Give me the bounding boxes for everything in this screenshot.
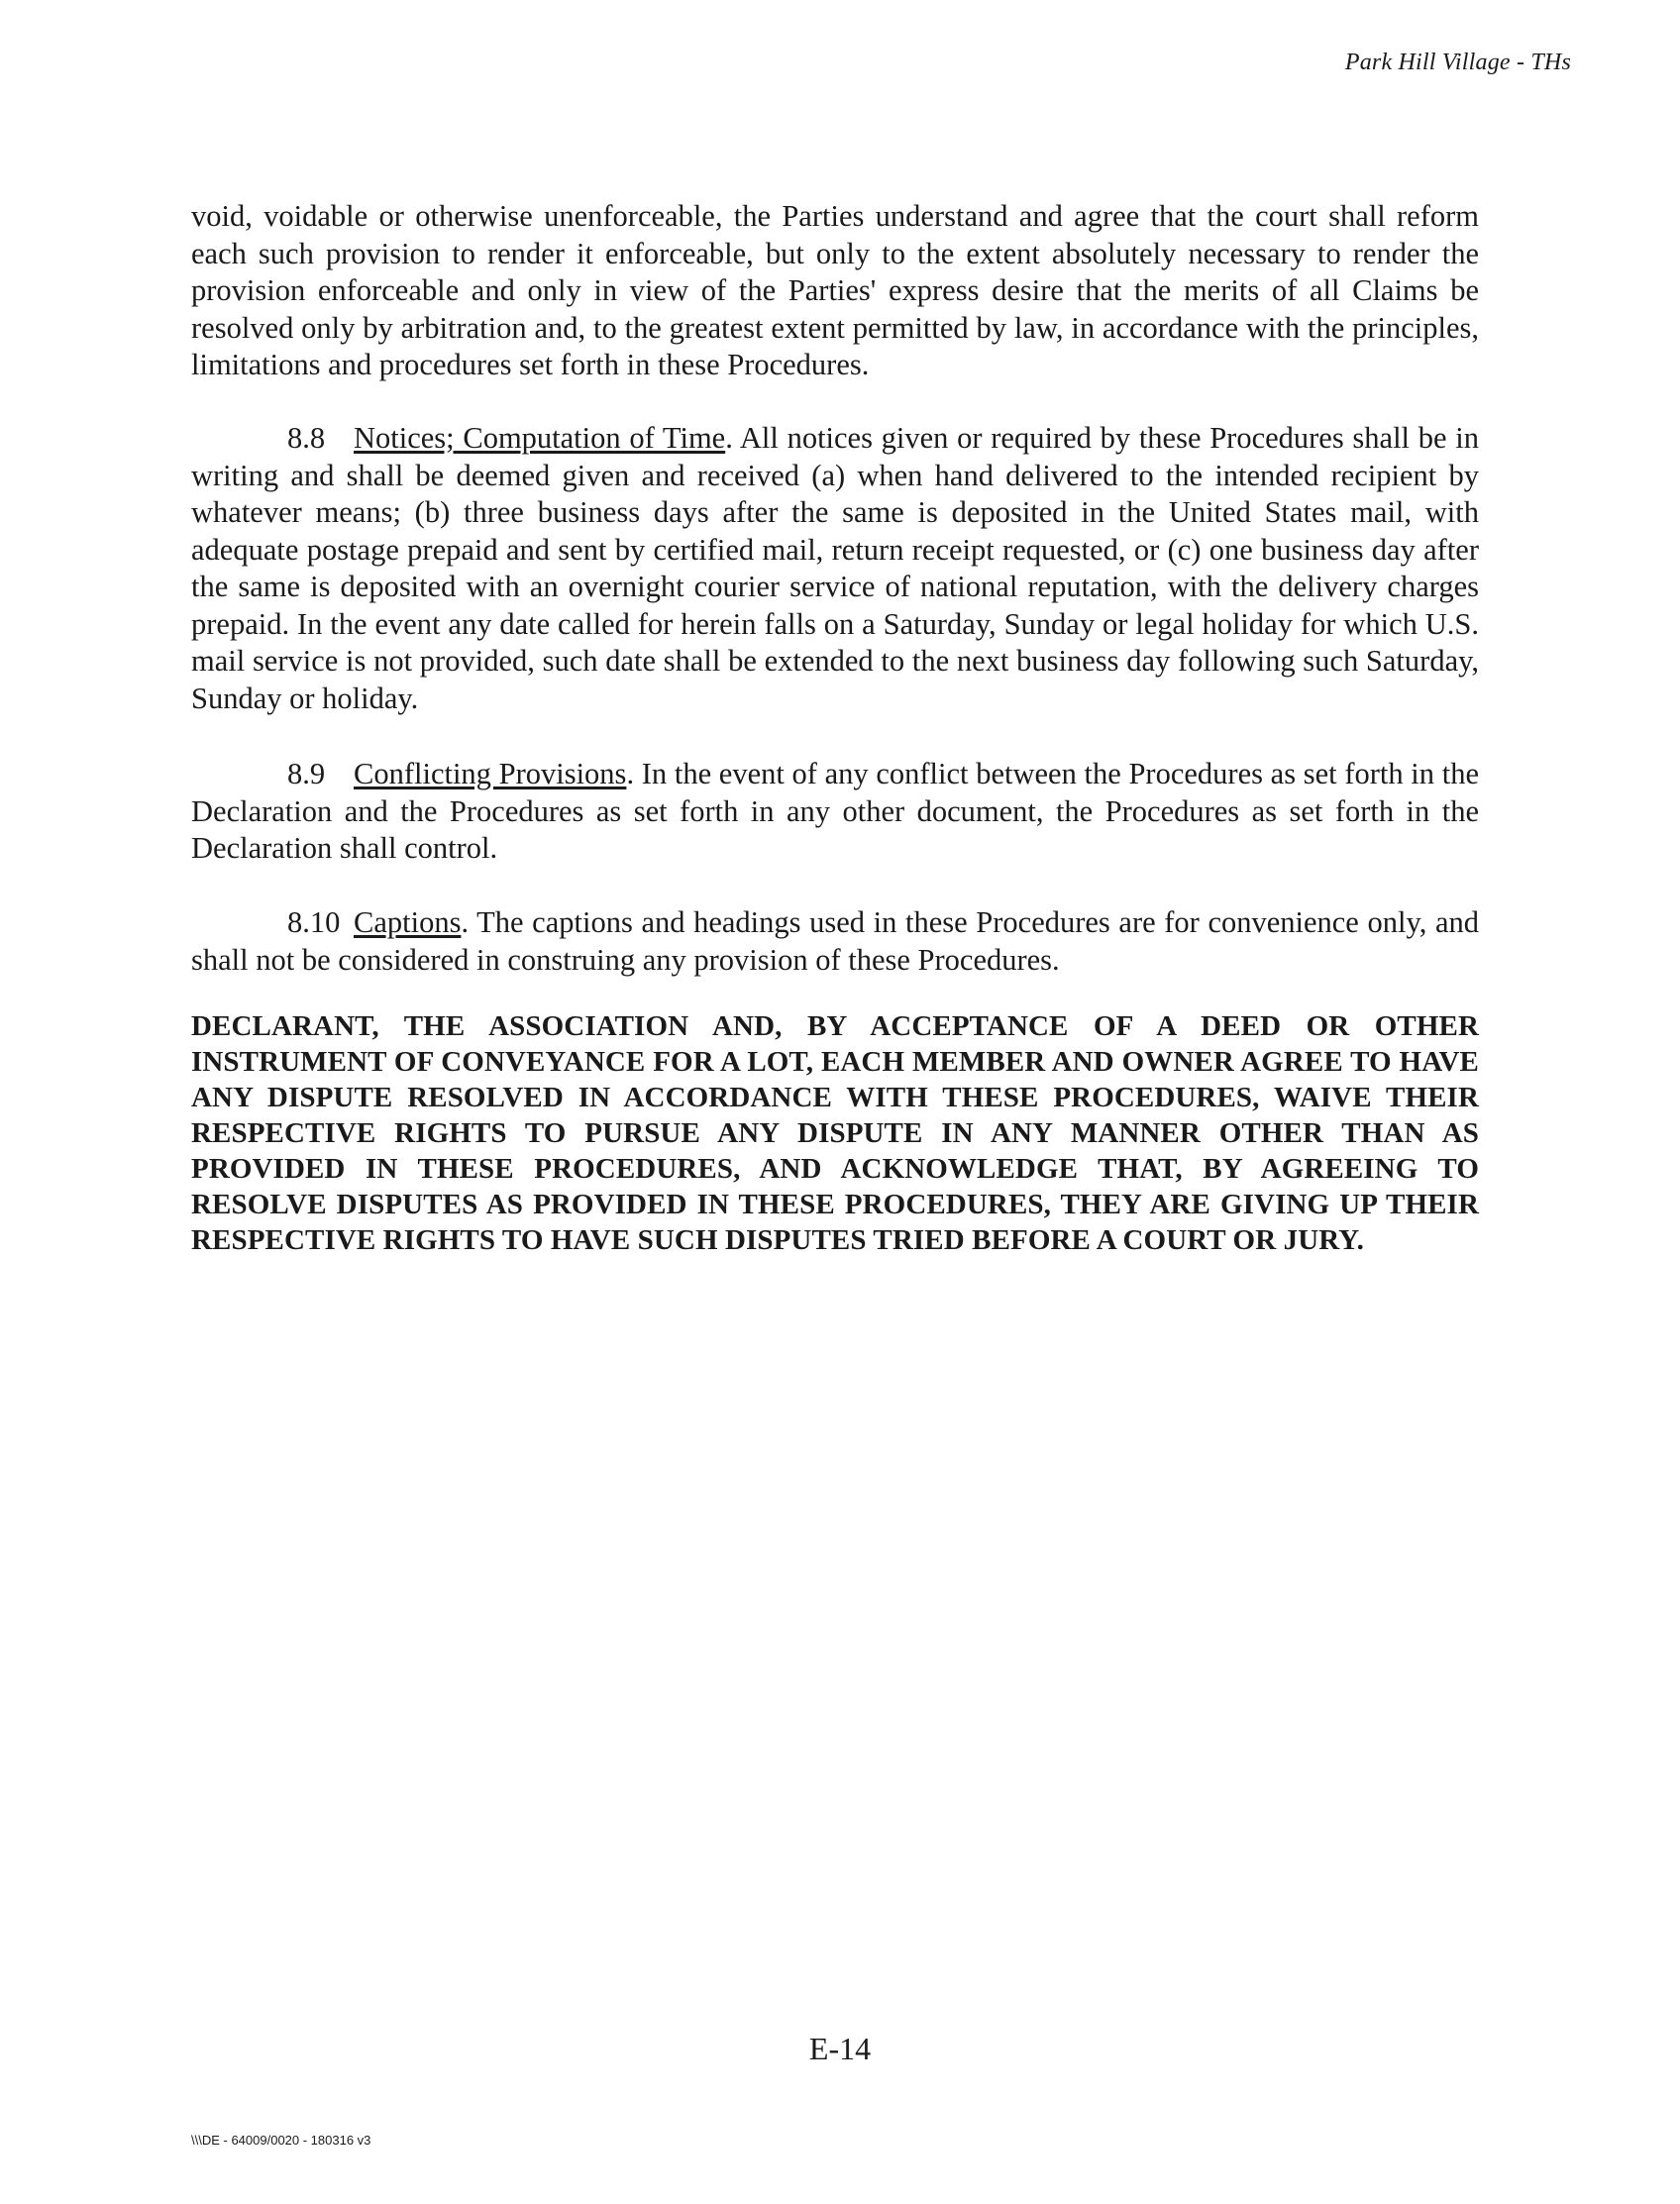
paragraph-continued: void, voidable or otherwise unenforceable, the Parties understand and agree that the court shall reform each such provision to render it enforceable, but only to the extent absolutely necessary to render the provision enforceable and only in view of the Parties' express desire that the merits of all Claims be resolved only by arbitration and, to the greatest extent permitted by law, in accordance with the principles, limitations and procedures set forth in these Procedures. — [191, 199, 1479, 381]
document-code: \\\DE - 64009/0020 - 180316 v3 — [191, 2133, 371, 2148]
running-header: Park Hill Village - THs — [1344, 50, 1571, 75]
section-text: . In the event of any conflict between the Procedures as set forth in the Declaration and the Procedures as set forth in any other document, the Procedures as set forth in the Declaration shall control. — [191, 757, 1479, 865]
section-number: 8.10 — [287, 905, 341, 939]
section-8-8 — [191, 420, 1479, 717]
jury-waiver-statement: DECLARANT, THE ASSOCIATION AND, BY ACCEPTANCE OF A DEED OR OTHER INSTRUMENT OF CONVEYANCE FOR A LOT, EACH MEMBER AND OWNER AGREE TO HAVE ANY DISPUTE RESOLVED IN ACCORDANCE WITH THESE PROCEDURES, WAIVE THEIR RESPECTIVE RIGHTS TO PURSUE ANY DISPUTE IN ANY MANNER OTHER THAN AS PROVIDED IN THESE PROCEDURES, AND ACKNOWLEDGE THAT, BY AGREEING TO RESOLVE DISPUTES AS PROVIDED IN THESE PROCEDURES, THEY ARE GIVING UP THEIR RESPECTIVE RIGHTS TO HAVE SUCH DISPUTES TRIED BEFORE A COURT OR JURY. — [191, 1010, 1479, 1256]
section-title: Notices; Computation of Time — [354, 421, 726, 455]
section-title: Captions — [354, 905, 462, 939]
section-8-9 — [191, 756, 1479, 868]
section-title: Conflicting Provisions — [354, 757, 627, 790]
page-number: E-14 — [808, 2031, 872, 2066]
section-number: 8.8 — [287, 421, 326, 455]
section-8-10 — [191, 904, 1479, 979]
section-text: . All notices given or required by these Procedures shall be in writing and shall be deemed given and received (a) when hand delivered to the intended recipient by whatever means; (b) three business days after the same is deposited in the United States mail, with adequate postage prepaid and sent by certified mail, return receipt requested, or (c) one business day after the same is deposited with an overnight courier service of national reputation, with the delivery charges prepaid. In the event any date called for herein falls on a Saturday, Sunday or legal holiday for which U.S. mail service is not provided, such date shall be extended to the next business day following such Saturday, Sunday or holiday. — [191, 421, 1479, 715]
section-number: 8.9 — [287, 757, 326, 790]
section-text: . The captions and headings used in these Procedures are for convenience only, and shall not be considered in construing any provision of these Procedures. — [191, 905, 1479, 977]
